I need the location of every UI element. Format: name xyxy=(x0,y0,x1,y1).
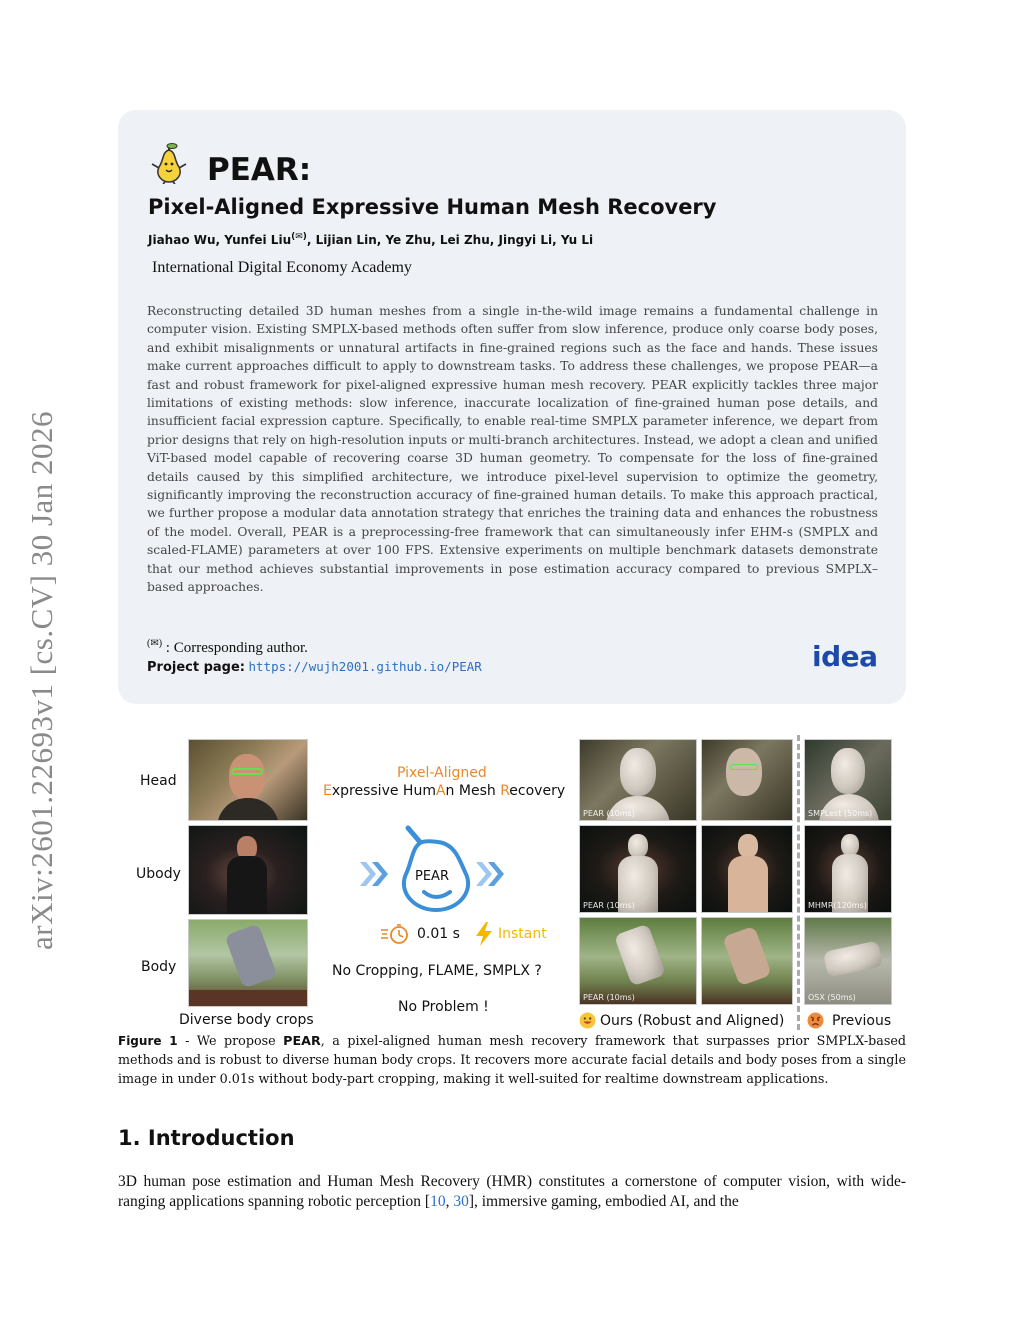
paper-title: PEAR: xyxy=(207,152,312,188)
affiliation: International Digital Economy Academy xyxy=(152,259,412,276)
intro-text-1: 3D human pose estimation and Human Mesh Recovery (HMR) constitutes a cornerstone of computer vision, with wide-ranging applications spanning robotic perception [ xyxy=(118,1173,906,1210)
prev-result-ubody xyxy=(804,825,892,913)
prev-result-body xyxy=(804,917,892,1005)
idea-logo: idea xyxy=(812,640,878,673)
input-photo-body xyxy=(188,919,308,1007)
corresponding-mark: (✉) xyxy=(291,232,307,242)
title-part-2: n Mesh xyxy=(445,783,501,799)
row-label-ubody: Ubody xyxy=(136,866,181,882)
intro-paragraph xyxy=(118,1172,906,1212)
row-label-body: Body xyxy=(141,959,177,975)
ours-caption: Ours (Robust and Aligned) xyxy=(600,1013,785,1029)
project-link[interactable]: https://wujh2001.github.io/PEAR xyxy=(248,659,482,674)
ours-tag-head: PEAR (10ms) xyxy=(583,809,635,818)
input-photo-head xyxy=(188,739,308,821)
stopwatch-icon xyxy=(380,923,410,945)
arxiv-stamp: arXiv:2601.22693v1 [cs.CV] 30 Jan 2026 xyxy=(24,410,59,950)
citation-link[interactable]: 10 xyxy=(430,1193,446,1210)
project-page xyxy=(147,659,482,676)
citation-link[interactable]: 30 xyxy=(453,1193,469,1210)
ours-overlay-body xyxy=(701,917,793,1005)
authors-rest: , Lijian Lin, Ye Zhu, Lei Zhu, Jingyi Li, Yu Li xyxy=(306,233,594,247)
figure-caption xyxy=(118,1032,906,1088)
ours-overlay-ubody xyxy=(701,825,793,913)
corresponding-note xyxy=(147,638,308,657)
happy-emoji-icon xyxy=(579,1012,596,1029)
comparison-divider xyxy=(797,735,800,1030)
prev-caption: Previous xyxy=(832,1013,892,1029)
chevron-right-icon xyxy=(358,858,392,890)
no-cropping-line: No Cropping, FLAME, SMPLX ? xyxy=(332,963,542,979)
speed-value: 0.01 s xyxy=(417,926,460,942)
caption-intro: - We propose xyxy=(177,1033,284,1048)
row-label-head: Head xyxy=(140,773,177,789)
angry-emoji-icon xyxy=(807,1012,824,1029)
intro-text-2: ], immersive gaming, embodied AI, and the xyxy=(468,1193,739,1210)
prev-result-head xyxy=(804,739,892,821)
pear-mascot-icon xyxy=(148,140,190,184)
instant-label: Instant xyxy=(498,926,547,942)
section-heading: 1. Introduction xyxy=(118,1126,295,1150)
center-title-line2 xyxy=(323,783,565,799)
no-problem-line: No Problem ! xyxy=(398,999,489,1015)
author-list xyxy=(148,232,593,247)
figure-label: Figure 1 xyxy=(118,1034,178,1048)
cite-separator: , xyxy=(445,1193,454,1210)
abstract: Reconstructing detailed 3D human meshes from a single in-the-wild image remains a fundamental challenge in computer vision. Existing SMPLX-based methods often suffer from slow inference, produce only coarse body poses, and exhibit misalignments or unnatural artifacts in fine-grained regions such as the face and hands. These issues make current approaches difficult to apply to downstream tasks. To address these challenges, we propose PEAR—a fast and robust framework for pixel-aligned expressive human mesh recovery. PEAR explicitly tackles three major limitations of existing methods: slow inference, inaccurate localization of fine-grained human pose details, and insufficient facial expression capture. Specifically, to enable real-time SMPLX parameter inference, we depart from prior designs that rely on high-resolution inputs or multi-branch architectures. Instead, we adopt a clean and unified ViT-based model capable of recovering coarse 3D human geometry. To compensate for the loss of fine-grained details caused by this simplified architecture, we introduce pixel-level supervision to optimize the geometry, significantly improving the reconstruction accuracy of fine-grained human details. To make this approach practical, we further propose a modular data annotation strategy that enriches the training data and enhances the robustness of the model. Overall, PEAR is a preprocessing-free framework that can simultaneously infer EHM-s (SMPLX and scaled-FLAME) parameters at over 100 FPS. Extensive experiments on multiple benchmark datasets demonstrate that our method achieves substantial improvements in pose estimation accuracy compared to previous SMPLX–based approaches. xyxy=(147,304,878,595)
corresponding-text: : Corresponding author. xyxy=(162,640,308,656)
pear-outline-icon xyxy=(398,822,474,914)
ours-result-head xyxy=(579,739,697,821)
title-letter-a: A xyxy=(435,783,446,799)
prev-tag-head: SMPLest (50ms) xyxy=(808,809,873,818)
title-part-3: ecovery xyxy=(509,783,566,799)
ours-tag-ubody: PEAR (10ms) xyxy=(583,901,635,910)
caption-method-name: PEAR xyxy=(283,1033,321,1048)
ours-result-ubody xyxy=(579,825,697,913)
title-letter-r: R xyxy=(500,783,510,799)
ours-overlay-head xyxy=(701,739,793,821)
caption-text: , a pixel-aligned human mesh recovery framework that surpasses prior SMPLX-based methods and is robust to diverse human body crops. It recovers more accurate facial details and body poses from a single image in under 0.01s without body-part cropping, making it well-suited for realtime downstream applications. xyxy=(118,1033,906,1086)
chevron-right-icon xyxy=(474,858,508,890)
lightning-icon xyxy=(474,922,494,946)
title-part-1: xpressive Hum xyxy=(331,783,436,799)
left-caption: Diverse body crops xyxy=(179,1012,314,1028)
title-letter-e: E xyxy=(323,783,332,799)
input-photo-ubody xyxy=(188,825,308,915)
paper-subtitle: Pixel-Aligned Expressive Human Mesh Recovery xyxy=(148,195,717,219)
prev-tag-body: OSX (50ms) xyxy=(808,993,856,1002)
prev-tag-ubody: MHMR(120ms) xyxy=(808,901,867,910)
ours-tag-body: PEAR (10ms) xyxy=(583,993,635,1002)
pear-label: PEAR xyxy=(415,869,449,884)
corresponding-icon: (✉) xyxy=(147,638,163,649)
center-title-line1: Pixel-Aligned xyxy=(397,765,487,781)
ours-result-body xyxy=(579,917,697,1005)
authors-first: Jiahao Wu, Yunfei Liu xyxy=(148,233,292,247)
project-label: Project page: xyxy=(147,660,245,675)
